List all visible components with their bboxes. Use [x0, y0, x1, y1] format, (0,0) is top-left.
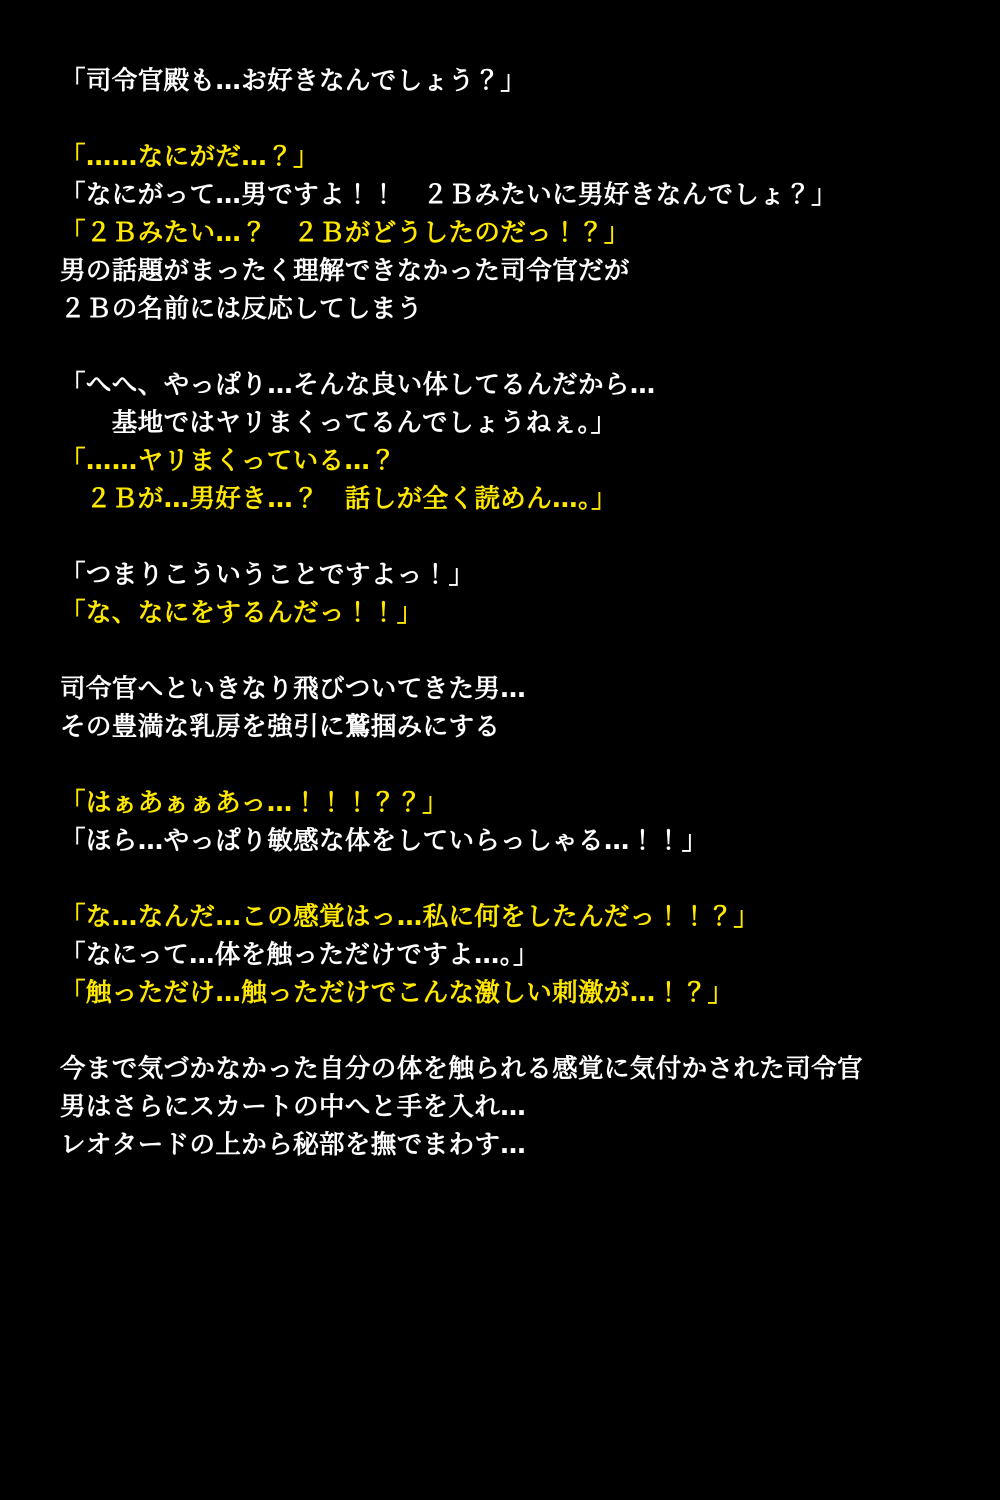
text-spacer — [60, 328, 960, 366]
text-spacer — [60, 1012, 960, 1050]
text-line: ２Ｂの名前には反応してしまう — [60, 294, 423, 324]
text-line: レオタードの上から秘部を撫でまわす… — [60, 1130, 527, 1160]
text-line: その豊満な乳房を強引に鷲掴みにする — [60, 712, 501, 742]
text-spacer — [60, 518, 960, 556]
text-line: 「へへ、やっぱり…そんな良い体してるんだから… — [60, 370, 656, 400]
text-spacer — [60, 746, 960, 784]
text-line: 基地ではヤリまくってるんでしょうねぇ。」 — [60, 408, 617, 438]
dialogue-line-highlight: 「な…なんだ…この感覚はっ…私に何をしたんだっ！！？」 — [60, 902, 760, 932]
dialogue-line-highlight: 「……なにがだ…？」 — [60, 142, 320, 172]
text-line: 男の話題がまったく理解できなかった司令官だが — [60, 256, 630, 286]
text-line: 男はさらにスカートの中へと手を入れ… — [60, 1092, 527, 1122]
dialogue-line-highlight: 「はぁあぁぁあっ…！！！？？」 — [60, 788, 448, 818]
dialogue-line-highlight: 「触っただけ…触っただけでこんな激しい刺激が…！？」 — [60, 978, 734, 1008]
text-line: 「つまりこういうことですよっ！」 — [60, 560, 475, 590]
dialogue-line-highlight: 「２Ｂみたい…？ ２Ｂがどうしたのだっ！？」 — [60, 218, 630, 248]
text-spacer — [60, 632, 960, 670]
text-line: 「なにって…体を触っただけですよ…。」 — [60, 940, 539, 970]
dialogue-line-highlight: ２Ｂが…男好き…？ 話しが全く読めん…。」 — [60, 484, 618, 514]
text-line: 「なにがって…男ですよ！！ ２Ｂみたいに男好きなんでしょ？」 — [60, 180, 838, 210]
text-line: 今まで気づかなかった自分の体を触られる感覚に気付かされた司令官 — [60, 1054, 863, 1084]
text-spacer — [60, 860, 960, 898]
text-spacer — [60, 100, 960, 138]
story-text-block — [60, 62, 960, 1164]
text-line: 「ほら…やっぱり敏感な体をしていらっしゃる…！！」 — [60, 826, 708, 856]
text-line: 「司令官殿も…お好きなんでしょう？」 — [60, 66, 527, 96]
text-line: 司令官へといきなり飛びついてきた男… — [60, 674, 527, 704]
dialogue-line-highlight: 「な、なにをするんだっ！！」 — [60, 598, 423, 628]
dialogue-line-highlight: 「……ヤリまくっている…？ — [60, 446, 397, 476]
